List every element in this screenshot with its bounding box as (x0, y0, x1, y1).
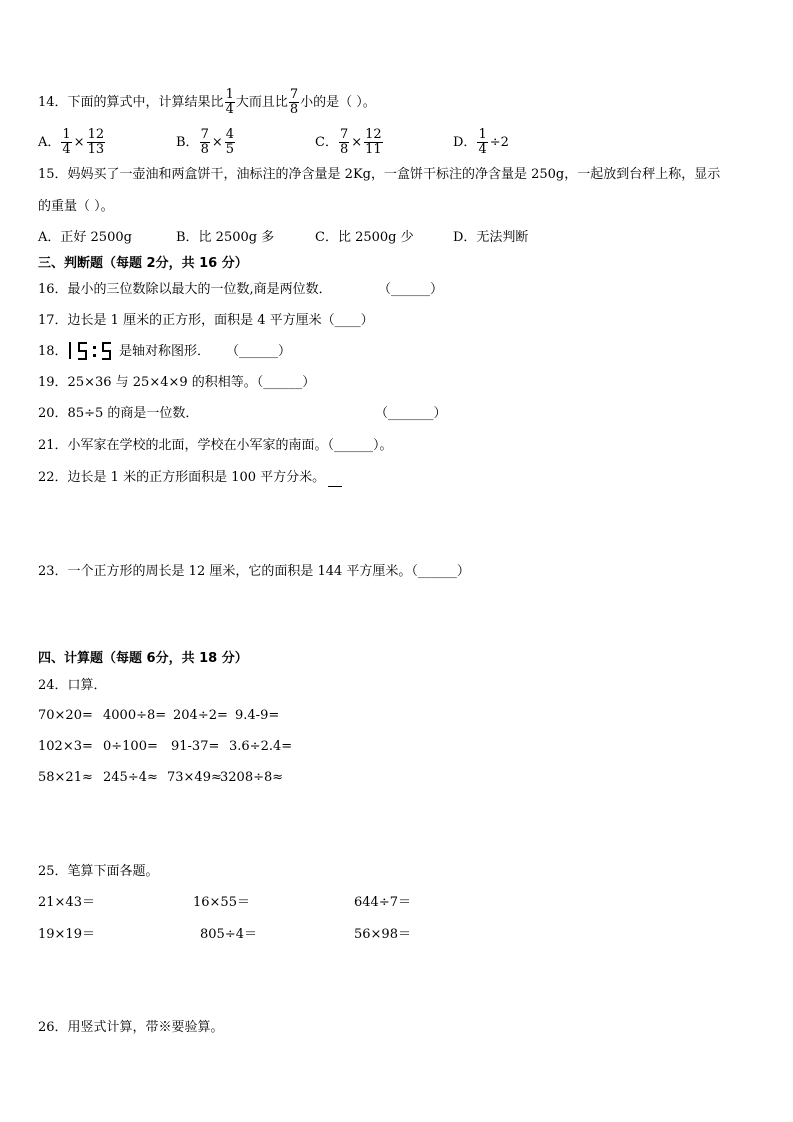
q22-line (38, 470, 342, 487)
q14-text-a: 下面的算式中，计算结果比 (67, 95, 224, 110)
q14-option-c (315, 128, 384, 157)
q14-fraction-2 (289, 88, 299, 117)
fraction (339, 128, 349, 157)
q24-row-3-item-4: 3208÷8≈ (220, 770, 284, 785)
numerator: 7 (200, 127, 209, 142)
q24-row-2-item-4: 3.6÷2.4= (229, 739, 293, 754)
denominator: 8 (289, 102, 299, 117)
q24-row-1-item-3: 204÷2= (173, 708, 228, 723)
denominator: 4 (225, 102, 234, 117)
option-label: D． (453, 135, 477, 150)
numerator: 12 (365, 127, 382, 142)
denominator: 4 (62, 142, 71, 157)
numerator: 1 (478, 127, 487, 142)
option-label: B． (176, 135, 199, 150)
denominator: 4 (478, 142, 487, 157)
q24-row-3-item-3: 73×49≈ (167, 770, 222, 785)
q24-row-2-item-1: 102×3= (38, 739, 93, 754)
q24-row-2-item-2: 0÷100= (103, 739, 158, 754)
q25-row-2-item-2: 805÷4＝ (200, 927, 257, 942)
q21-text: 21．小军家在学校的北面，学校在小军家的南面。（______）。 (38, 438, 393, 453)
q16-answer-blank: （______） (378, 282, 444, 297)
q20-answer-blank: （_______） (375, 406, 447, 421)
q15-line-2: 的重量（ ）。 (38, 199, 114, 214)
q14-number: 14． (38, 95, 68, 110)
q20-text: 20．85÷5 的商是一位数． (38, 406, 199, 421)
denominator: 8 (339, 142, 349, 157)
denominator: 11 (365, 142, 382, 157)
q15-option-b: B．比 2500g 多 (176, 230, 275, 245)
numerator: 1 (62, 127, 71, 142)
numerator: 4 (225, 127, 235, 142)
q14-text-b: 大而且比 (235, 95, 288, 110)
q18-digit-figure (68, 341, 118, 361)
q25-row-1-item-1: 21×43＝ (38, 895, 95, 910)
q14-fraction-1 (225, 88, 235, 117)
q24-row-1-item-2: 4000÷8= (103, 708, 167, 723)
q22-answer-blank (328, 470, 342, 487)
q25-row-1-item-2: 16×55＝ (193, 895, 250, 910)
q24-row-3-item-1: 58×21≈ (38, 770, 93, 785)
q14-option-d (453, 128, 510, 157)
fraction (61, 128, 71, 157)
q15-option-a: A．正好 2500g (38, 230, 132, 245)
q25-title: 25．笔算下面各题。 (38, 864, 159, 879)
denominator: 5 (225, 142, 235, 157)
q15-line-1: 15．妈妈买了一壶油和两盒饼干，油标注的净含量是 2Kg，一盒饼干标注的净含量是 250g，一起放到台秤上称，显示 (38, 167, 721, 182)
numerator: 7 (289, 87, 299, 102)
denominator: 13 (87, 142, 105, 157)
q18-text: 是轴对称图形． (119, 344, 211, 359)
section-4-heading: 四、计算题（每题 6分，共 18 分） (38, 651, 248, 666)
q18-number: 18． (38, 344, 68, 359)
fraction (225, 128, 235, 157)
q25-row-2-item-3: 56×98＝ (354, 927, 411, 942)
q24-row-2-item-3: 91-37= (171, 739, 220, 754)
q19-text: 19．25×36 与 25×4×9 的积相等。（______） (38, 375, 316, 390)
numerator: 7 (339, 127, 349, 142)
option-label: C． (315, 135, 338, 150)
fraction (477, 128, 487, 157)
q15-option-d: D．无法判断 (453, 230, 529, 245)
denominator: 8 (200, 142, 209, 157)
q18-answer-blank: （______） (226, 344, 292, 359)
operator: ÷2 (489, 134, 509, 150)
section-3-heading: 三、判断题（每题 2分，共 16 分） (38, 256, 248, 271)
q14-option-a (38, 128, 106, 157)
q15-option-c: C．比 2500g 少 (315, 230, 414, 245)
q24-row-1-item-4: 9.4-9= (235, 708, 280, 723)
operator: × (73, 134, 85, 150)
q23-text: 23．一个正方形的周长是 12 厘米，它的面积是 144 平方厘米。（______） (38, 564, 470, 579)
operator: × (211, 134, 223, 150)
operator: × (351, 134, 363, 150)
option-label: A． (38, 135, 61, 150)
q16-text: 16．最小的三位数除以最大的一位数,商是两位数． (38, 282, 332, 297)
fraction (200, 128, 210, 157)
fraction (87, 128, 106, 157)
q17-text: 17．边长是 1 厘米的正方形，面积是 4 平方厘米（____） (38, 313, 374, 328)
numerator: 1 (225, 87, 234, 102)
q24-title: 24．口算． (38, 678, 107, 693)
q14-stem (38, 88, 376, 117)
numerator: 12 (87, 127, 105, 142)
q14-option-b (176, 128, 236, 157)
q24-row-1-item-1: 70×20= (38, 708, 93, 723)
q22-text: 22．边长是 1 米的正方形面积是 100 平方分米。 (38, 470, 326, 485)
q24-row-3-item-2: 245÷4≈ (103, 770, 158, 785)
fraction (364, 128, 383, 157)
q25-row-2-item-1: 19×19＝ (38, 927, 95, 942)
q26-text: 26．用竖式计算，带※要验算。 (38, 1020, 224, 1035)
q14-text-c: 小的是（ ）。 (300, 95, 376, 110)
q25-row-1-item-3: 644÷7＝ (354, 895, 411, 910)
